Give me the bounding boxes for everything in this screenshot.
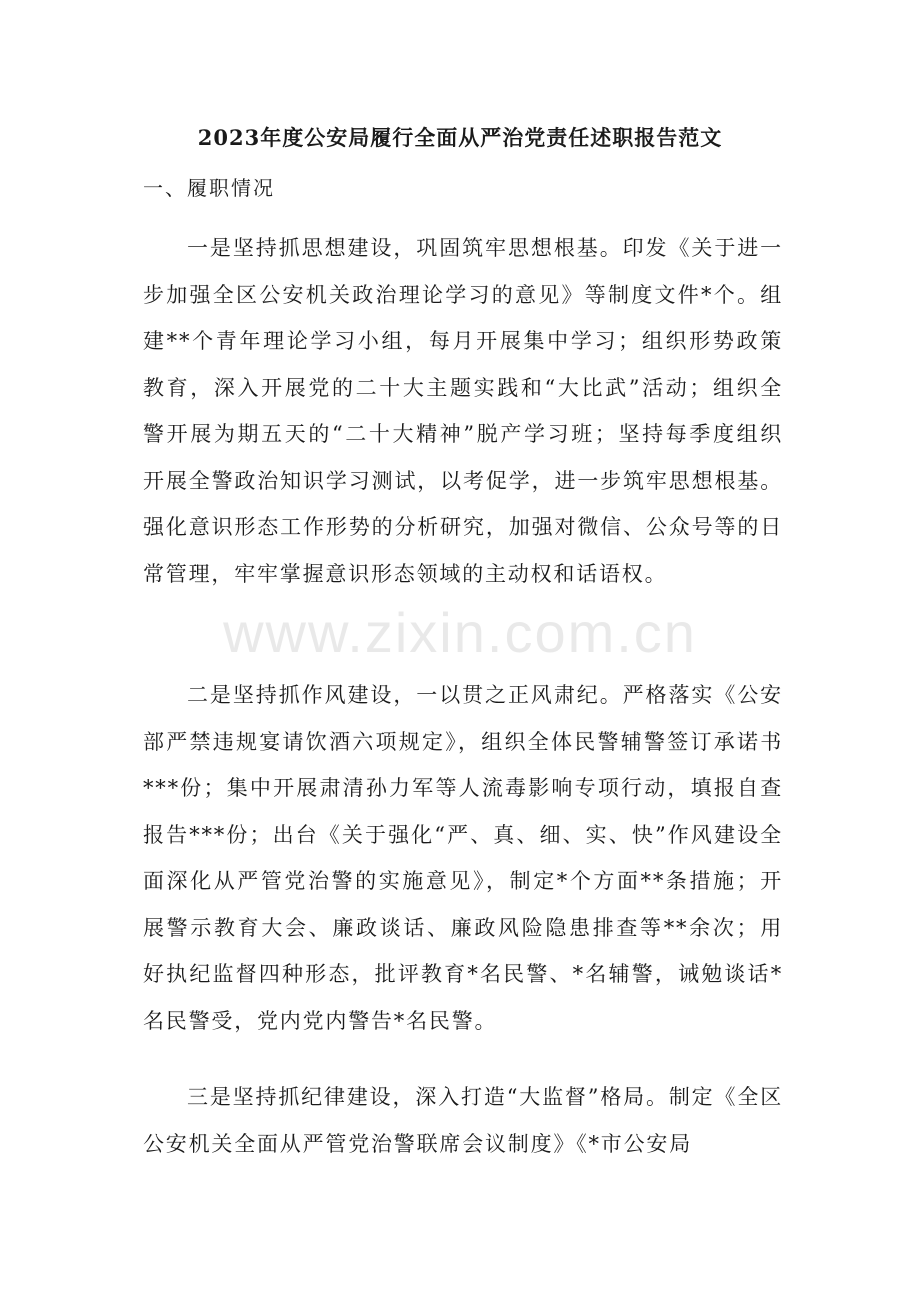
paragraph-ideology: 一是坚持抓思想建设，巩固筑牢思想根基。印发《关于进一步加强全区公安机关政治理论学习的意见》等制度文件*个。组建**个青年理论学习小组，每月开展集中学习；组织形势政策教育，深入开展党的二十大主题实践和“大比武”活动；组织全警开展为期五天的“二十大精神”脱产学习班；坚持每季度组织开展全警政治知识学习测试，以考促学，进一步筑牢思想根基。强化意识形态工作形势的分析研究，加强对微信、公众号等的日常管理，牢牢掌握意识形态领域的主动权和话语权。	[143, 236, 783, 586]
watermark: www.zixin.com.cn	[223, 601, 697, 664]
paragraph-discipline: 三是坚持抓纪律建设，深入打造“大监督”格局。制定《全区公安机关全面从严管党治警联席会议制度》《*市公安局	[143, 1085, 783, 1156]
section-heading: 一、履职情况	[143, 176, 275, 200]
document-title: 2023年度公安局履行全面从严治党责任述职报告范文	[197, 125, 723, 150]
paragraph-work-style: 二是坚持抓作风建设，一以贯之正风肃纪。严格落实《公安部严禁违规宴请饮酒六项规定》，组织全体民警辅警签订承诺书***份；集中开展肃清孙力军等人流毒影响专项行动，填报自查报告***份；出台《关于强化“严、真、细、实、快”作风建设全面深化从严管党治警的实施意见》，制定*个方面**条措施；开展警示教育大会、廉政谈话、廉政风险隐患排查等**余次；用好执纪监督四种形态，批评教育*名民警、*名辅警，诫勉谈话*名民警受，党内党内警告*名民警。	[143, 683, 783, 1033]
